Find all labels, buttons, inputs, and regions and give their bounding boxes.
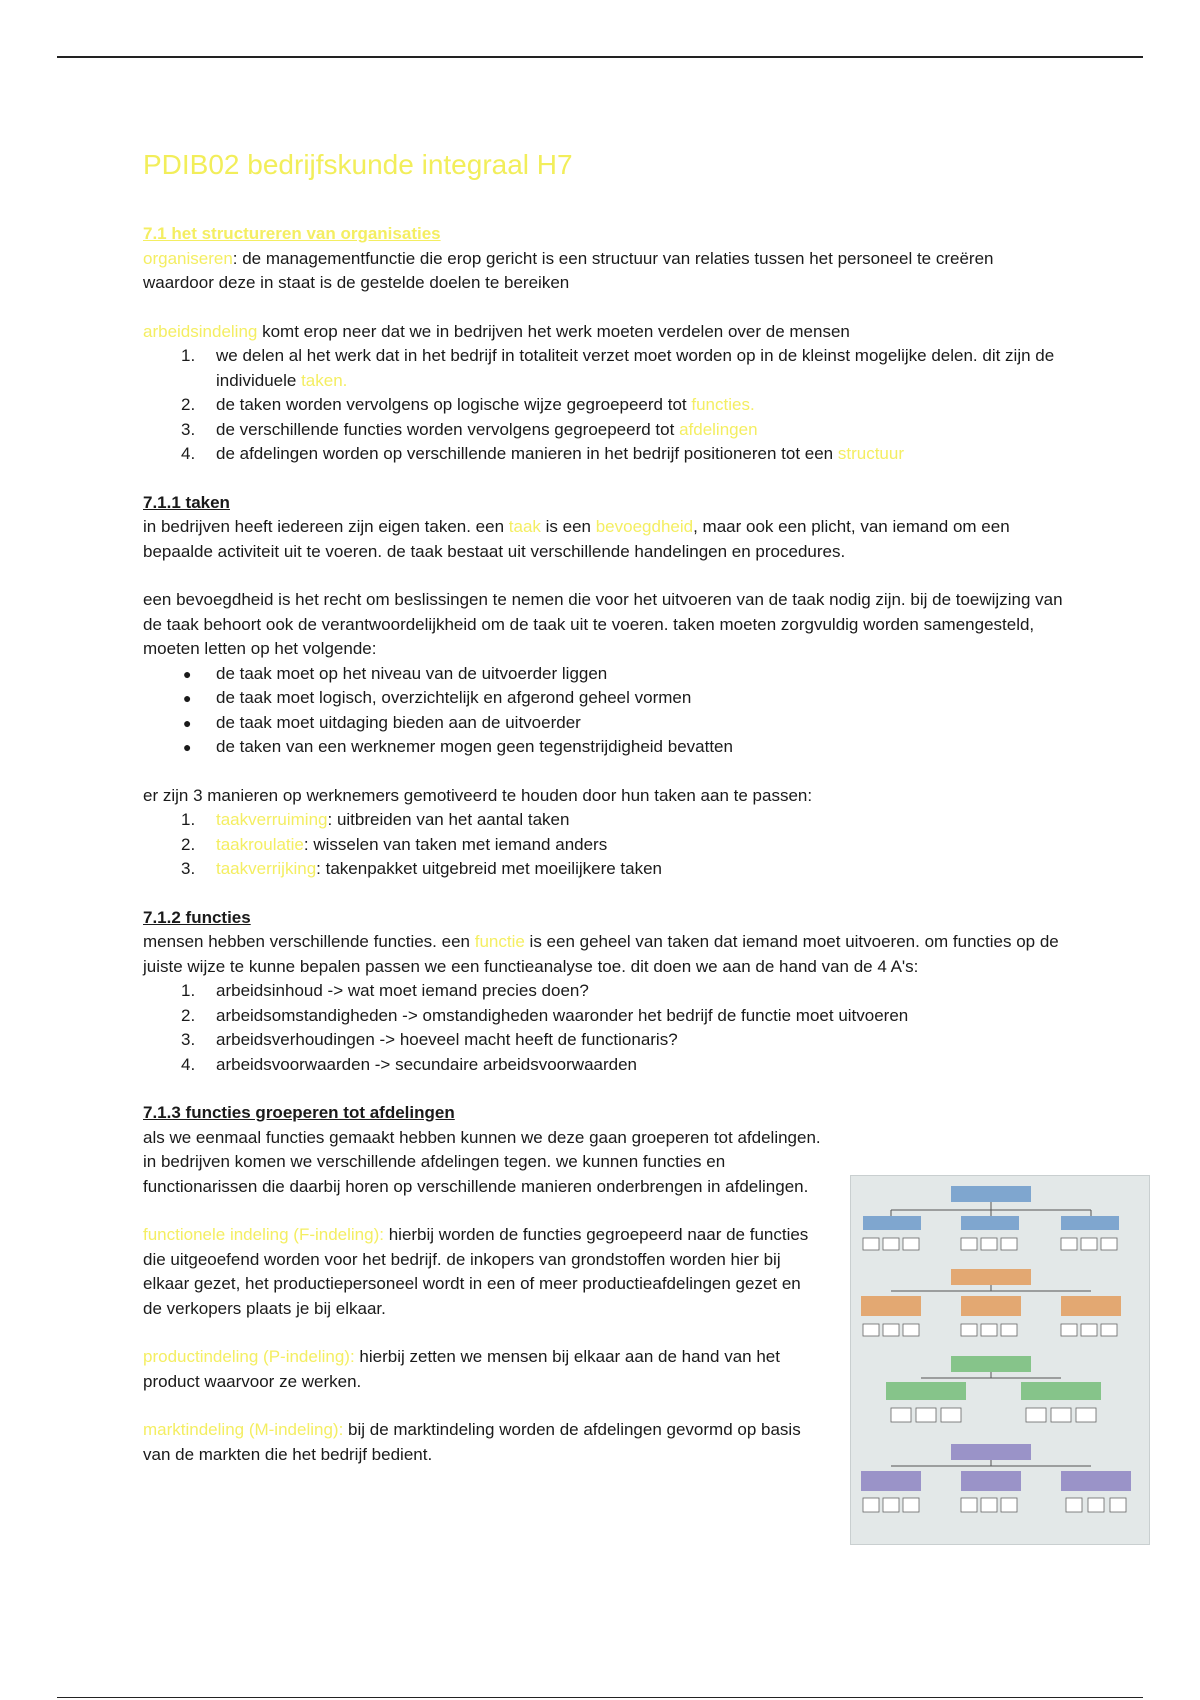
paragraph: organiseren: de managementfunctie die erop gericht is een structuur van relaties tussen het personeel te creëren waardoor deze in staat is de gestelde doelen te bereiken xyxy=(143,248,994,292)
term-highlight: marktindeling (M-indeling): xyxy=(143,1420,344,1439)
org-box xyxy=(951,1444,1031,1460)
term-highlight: arbeidsindeling xyxy=(143,321,258,341)
bottom-rule xyxy=(57,1697,1143,1698)
list-item: ● de taken van een werknemer mogen geen tegenstrijdigheid bevatten xyxy=(183,737,733,756)
org-box xyxy=(961,1471,1021,1491)
list-item: 1. arbeidsinhoud -> wat moet iemand precies doen? xyxy=(181,981,589,1000)
org-box xyxy=(863,1216,921,1230)
page-title: PDIB02 bedrijfskunde integraal H7 xyxy=(143,149,573,180)
paragraph: in bedrijven heeft iedereen zijn eigen taken. een taak is een bevoegdheid, maar ook een plicht, van iemand om een bepaalde activiteit uit te voeren. de taak bestaat uit verschillende handelingen en procedures. xyxy=(143,517,1010,561)
org-box xyxy=(861,1296,921,1316)
paragraph: een bevoegdheid is het recht om beslissingen te nemen die voor het uitvoeren van de taak nodig zijn. bij de toewijzing van de taak behoort ook de verantwoordelijkheid om de taak uit te voeren. taken moeten zorgvuldig worden samengesteld, moeten letten op het volgende: xyxy=(143,590,1063,658)
term-highlight: taakverruiming xyxy=(216,810,328,829)
list-item: 2. taakroulatie: wisselen van taken met iemand anders xyxy=(181,834,608,854)
numbered-list xyxy=(143,344,1063,467)
org-box xyxy=(961,1296,1021,1316)
org-box xyxy=(886,1382,966,1400)
term-highlight: organiseren xyxy=(143,248,233,268)
org-box xyxy=(1061,1471,1131,1491)
paragraph: arbeidsindeling komt erop neer dat we in bedrijven het werk moeten verdelen over de mensen xyxy=(143,321,850,341)
list-item: 3. arbeidsverhoudingen -> hoeveel macht heeft de functionaris? xyxy=(181,1030,678,1049)
paragraph: mensen hebben verschillende functies. een functie is een geheel van taken dat iemand moet uitvoeren. om functies op de juiste wijze te kunne bepalen passen we een functieanalyse toe. dit doen we aan de hand van de 4 A's: xyxy=(143,932,1059,976)
section-heading-7-1: 7.1 het structureren van organisaties xyxy=(143,224,441,243)
section-heading-7-1-3: 7.1.3 functies groeperen tot afdelingen xyxy=(143,1103,455,1122)
section-heading-7-1-1: 7.1.1 taken xyxy=(143,492,230,512)
list-item: ● de taak moet op het niveau van de uitvoerder liggen xyxy=(183,663,608,683)
org-box xyxy=(1021,1382,1101,1400)
term-highlight: structuur xyxy=(837,444,904,463)
term-highlight: functionele indeling (F-indeling): xyxy=(143,1225,384,1244)
org-box xyxy=(1061,1296,1121,1316)
org-box xyxy=(961,1216,1019,1230)
paragraph: productindeling (P-indeling): hierbij zetten we mensen bij elkaar aan de hand van het product waarvoor ze werken. xyxy=(143,1347,780,1391)
list-item: 4. arbeidsvoorwaarden -> secundaire arbeidsvoorwaarden xyxy=(181,1054,637,1074)
org-box xyxy=(951,1186,1031,1202)
numbered-list xyxy=(143,808,1063,882)
list-item: ● de taak moet logisch, overzichtelijk en afgerond geheel vormen xyxy=(183,688,692,707)
term-highlight: taken. xyxy=(301,370,348,390)
org-box xyxy=(951,1269,1031,1285)
bullet-list xyxy=(143,662,1063,760)
term-highlight: productindeling (P-indeling): xyxy=(143,1347,355,1366)
org-box xyxy=(1061,1216,1119,1230)
list-item: 2. arbeidsomstandigheden -> omstandigheden waaronder het bedrijf de functie moet uitvoeren xyxy=(181,1005,909,1025)
list-item: 1. we delen al het werk dat in het bedrijf in totaliteit verzet moet worden op in de kleinst mogelijke delen. dit zijn de individuele taken. xyxy=(181,346,1055,390)
term-highlight: taakverrijking xyxy=(216,859,317,878)
term-highlight: functie xyxy=(474,932,525,951)
list-item: 3. taakverrijking: takenpakket uitgebreid met moeilijkere taken xyxy=(181,859,663,878)
term-highlight: functies. xyxy=(691,395,755,414)
paragraph: functionele indeling (F-indeling): hierbij worden de functies gegroepeerd naar de functies die uitgeoefend worden voor het bedrijf. de inkopers van grondstoffen worden hier bij elkaar gezet, het productiepersoneel wordt in een of meer productieafdelingen gezet en de verkopers plaats je bij elkaar. xyxy=(143,1225,809,1318)
paragraph: marktindeling (M-indeling): bij de marktindeling worden de afdelingen gevormd op basis van de markten die het bedrijf bedient. xyxy=(143,1420,801,1464)
top-rule xyxy=(57,56,1143,58)
org-box xyxy=(951,1356,1031,1372)
paragraph: als we eenmaal functies gemaakt hebben kunnen we deze gaan groeperen tot afdelingen. in bedrijven komen we verschillende afdelingen tegen. we kunnen functies en functionarissen die daarbij horen op verschillende manieren onderbrengen in afdelingen. xyxy=(143,1127,821,1196)
list-item: 2. de taken worden vervolgens op logische wijze gegroepeerd tot functies. xyxy=(181,395,755,414)
section-heading-7-1-2: 7.1.2 functies xyxy=(143,907,251,927)
list-item: 3. de verschillende functies worden vervolgens gegroepeerd tot afdelingen xyxy=(181,419,758,439)
numbered-list xyxy=(143,979,1063,1077)
term-highlight: bevoegdheid xyxy=(595,517,694,536)
term-highlight: taak xyxy=(508,517,541,536)
list-item: 1. taakverruiming: uitbreiden van het aantal taken xyxy=(181,810,570,829)
term-highlight: taakroulatie xyxy=(216,834,304,854)
org-chart-photo xyxy=(850,1175,1150,1545)
org-chart-illustration xyxy=(851,1176,1149,1544)
list-item: ● de taak moet uitdaging bieden aan de uitvoerder xyxy=(183,712,581,732)
list-item: 4. de afdelingen worden op verschillende manieren in het bedrijf positioneren tot een structuur xyxy=(181,444,904,463)
org-box xyxy=(861,1471,921,1491)
term-highlight: afdelingen xyxy=(679,419,758,439)
paragraph: er zijn 3 manieren op werknemers gemotiveerd te houden door hun taken aan te passen: xyxy=(143,785,813,805)
